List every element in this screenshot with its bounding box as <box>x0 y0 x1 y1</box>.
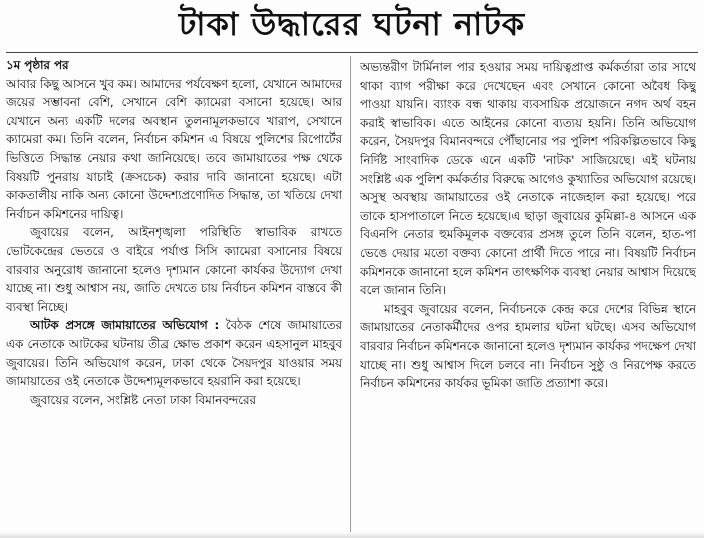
paragraph-with-subhead <box>6 316 342 390</box>
paragraph: মাহবুব জুবায়ের বলেন, নির্বাচনকে কেন্দ্র করে দেশের বিভিন্ন স্থানে জামায়াতের নেতাকর্মীদের ওপর হামলার ঘটনা ঘটছে। এসব অভিযোগ বারবার নির্বাচন কমিশনকে জানানো হলেও দৃশ্যমান কার্যকর পদক্ষেপ দেখা যাচ্ছে না। শুধু আশ্বাস দিলে চলবে না। নির্বাচন সুষ্ঠু ও নিরপেক্ষ করতে নির্বাচন কমিশনের কার্যকর ভূমিকা জাতি প্রত্যাশা করে। <box>360 301 696 391</box>
paragraph-text: বৈঠক শেষে জামায়াতের এক নেতাকে আটকের ঘটনায় তীব্র ক্ষোভ প্রকাশ করেন এহসানুল মাহবুব জুবায়ের। তিনি অভিযোগ করেন, ঢাকা থেকে সৈয়দপুর যাওয়ার সময় জামায়াতের ওই নেতাকে উদ্দেশ্যমূলকভাবে হয়রানি করা হয়েছে। <box>6 318 342 389</box>
continued-from-label: ১ম পৃষ্ঠার পর <box>6 58 69 72</box>
right-column <box>360 58 696 538</box>
headline-rule <box>6 52 698 53</box>
subhead: আটক প্রসঙ্গে জামায়াতের অভিযোগ : <box>30 318 220 333</box>
paragraph: আবার কিছু আসনে খুব কম। আমাদের পর্যবেক্ষণ হলো, যেখানে আমাদের জয়ের সম্ভাবনা বেশি, সেখানে বেশি ক্যামেরা বসানো হয়েছে। আর যেখানে অন্য একটি দলের অবস্থান তুলনামূলকভাবে খারাপ, সেখানে ক্যামেরা কম। তিনি বলেন, নির্বাচন কমিশন এ বিষয়ে পুলিশের রিপোর্টের ভিত্তিতে সিদ্ধান্ত নেয়ার কথা জানিয়েছে। তবে জামায়াতের পক্ষ থেকে বিষয়টি পুনরায় যাচাই (ক্রসচেক) করার দাবি জানানো হয়েছে। এটা কাকতালীয় নাকি অন্য কোনো উদ্দেশ্যপ্রণোদিত সিদ্ধান্ত, তা খতিয়ে দেখা নির্বাচন কমিশনের দায়িত্ব। <box>6 76 342 221</box>
column-divider <box>350 56 351 532</box>
left-column <box>6 56 342 536</box>
headline: টাকা উদ্ধারের ঘটনা নাটক <box>178 5 526 43</box>
page-bottom-edge <box>0 532 704 538</box>
paragraph: জুবায়ের বলেন, সংশ্লিষ্ট নেতা ঢাকা বিমানবন্দরের <box>30 392 256 407</box>
paragraph: অভ্যন্তরীণ টার্মিনাল পার হওয়ার সময় দায়িত্বপ্রাপ্ত কর্মকর্তারা তার সাথে থাকা ব্যাগ পরীক্ষা করে দেখেছেন এবং সেখানে কোনো অবৈধ কিছু পাওয়া যায়নি। ব্যাংক বন্ধ থাকায় ব্যবসায়িক প্রয়োজনে নগদ অর্থ বহন করাই স্বাভাবিক। এতে আইনের কোনো ব্যত্যয় হয়নি। তিনি অভিযোগ করেন, সৈয়দপুর বিমানবন্দরে পৌঁছানোর পর পুলিশ পরিকল্পিতভাবে কিছু নির্দিষ্ট সাংবাদিক ডেকে এনে একটি 'নাটক' সাজিয়েছে। এই ঘটনায় সংশ্লিষ্ট এক পুলিশ কর্মকর্তার বিরুদ্ধে আগেও কুখ্যাতির অভিযোগ রয়েছে। অসুস্থ অবস্থায় জামায়াতের ওই নেতাকে নাজেহাল করা হয়েছে। পরে তাকে হাসপাতালে নিতে হয়েছে।এ ছাড়া জুবায়ের কুমিল্লা-৪ আসনে এক বিএনপি নেতার হুমকিমূলক বক্তব্যের প্রসঙ্গ তুলে তিনি বলেন, হাত-পা ভেঙে দেয়ার মতো বক্তব্য কোনো প্রার্থী দিতে পারে না। বিষয়টি নির্বাচন কমিশনকে জানানো হলে কমিশন তাৎক্ষণিক ব্যবস্থা নেয়ার আশ্বাস দিয়েছে বলে জানান তিনি। <box>360 60 696 298</box>
paragraph: জুবায়ের বলেন, আইনশৃঙ্খলা পরিস্থিতি স্বাভাবিক রাখতে ভোটকেন্দ্রের ভেতরে ও বাইরে পর্যাপ্ত সিসি ক্যামেরা বসানোর বিষয়ে বারবার অনুরোধ জানানো হলেও দৃশ্যমান কোনো কার্যকর উদ্যোগ দেখা যাচ্ছে না। শুধু আশ্বাস নয়, জাতি দেখতে চায় নির্বাচন কমিশন বাস্তবে কী ব্যবস্থা নিচ্ছে। <box>6 225 342 314</box>
